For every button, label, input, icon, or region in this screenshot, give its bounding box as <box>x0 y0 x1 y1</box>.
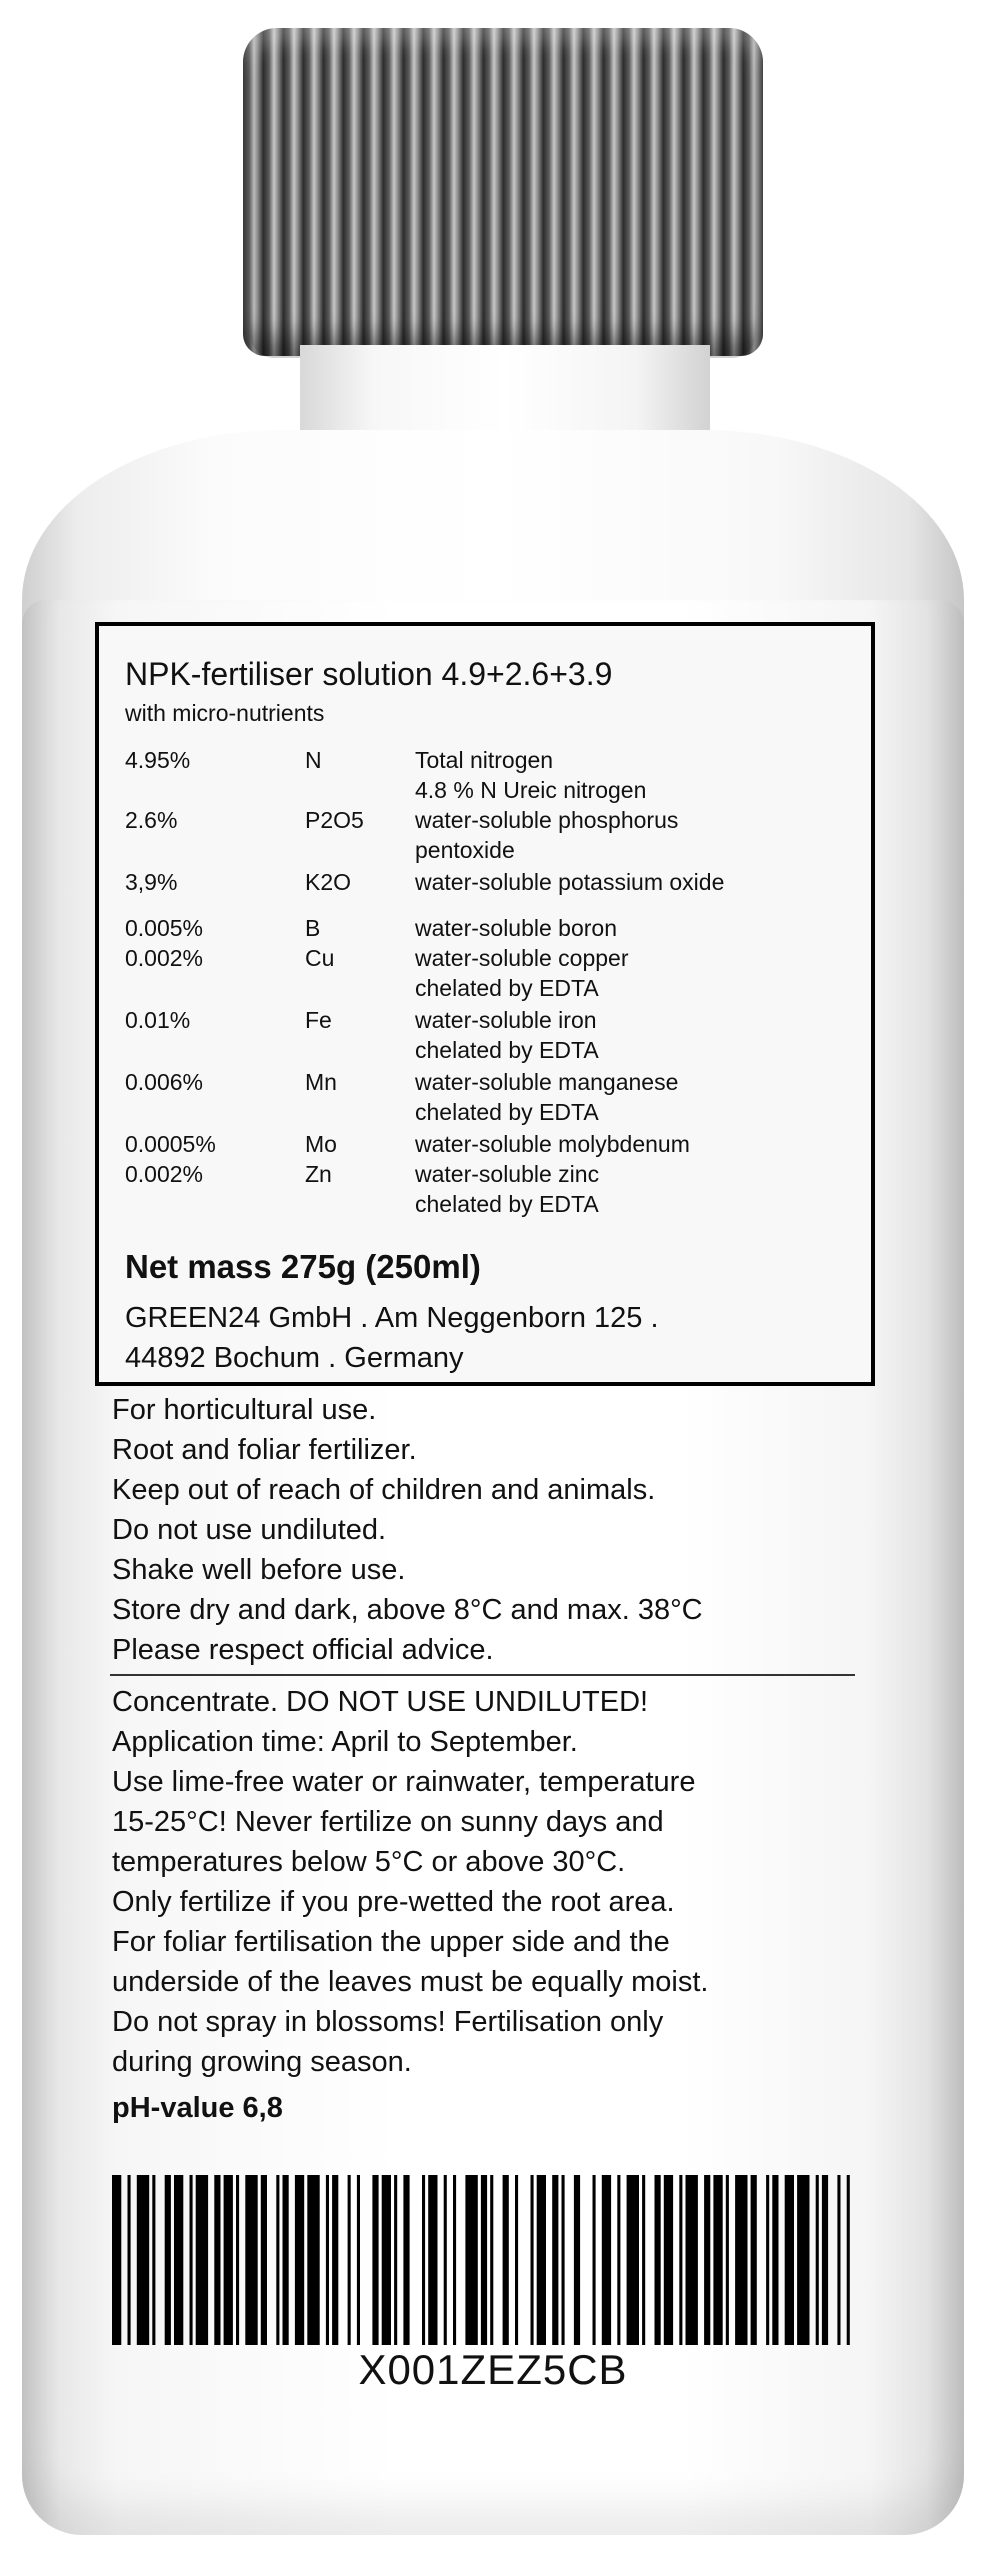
address-line-2: 44892 Bochum . Germany <box>125 1342 464 1374</box>
barcode-bar <box>713 2175 722 2345</box>
nutrient-desc: Total nitrogen <box>415 747 554 773</box>
instruction-line: Application time: April to September. <box>112 1726 578 1758</box>
address-line-1: GREEN24 GmbH . Am Neggenborn 125 . <box>125 1302 659 1334</box>
barcode-bar <box>112 2175 121 2345</box>
barcode-bar <box>332 2175 338 2345</box>
ph-value: pH-value 6,8 <box>112 2092 283 2124</box>
barcode-bar <box>552 2175 558 2345</box>
usage-line: Shake well before use. <box>112 1554 406 1586</box>
nutrient-desc: water-soluble iron <box>415 1007 597 1033</box>
barcode-bar <box>236 2175 239 2345</box>
barcode-bar <box>664 2175 673 2345</box>
nutrient-percent: 0.005% <box>125 915 204 941</box>
nutrient-desc-2: 4.8 % N Ureic nitrogen <box>415 777 647 803</box>
nutrient-desc-2: chelated by EDTA <box>415 1191 599 1217</box>
barcode-bar <box>537 2175 546 2345</box>
barcode-bar <box>152 2175 155 2345</box>
barcode-bar <box>174 2175 183 2345</box>
nutrient-desc: water-soluble boron <box>415 915 618 941</box>
barcode-bar <box>642 2175 645 2345</box>
bottle-cap <box>243 28 763 356</box>
section-divider <box>110 1674 855 1676</box>
nutrient-symbol: K2O <box>305 869 352 895</box>
product-subtitle: with micro-nutrients <box>125 700 325 726</box>
barcode-bar <box>190 2175 193 2345</box>
barcode-bar <box>686 2175 698 2345</box>
barcode-bar <box>326 2175 329 2345</box>
barcode-bar <box>655 2175 661 2345</box>
barcode-bar <box>726 2175 729 2345</box>
nutrient-desc: water-soluble zinc <box>415 1161 600 1187</box>
barcode-bar <box>245 2175 257 2345</box>
barcode-bar <box>283 2175 289 2345</box>
nutrient-percent: 0.002% <box>125 945 204 971</box>
barcode-bar <box>137 2175 149 2345</box>
barcode-bar <box>531 2175 534 2345</box>
barcode-bar <box>515 2175 518 2345</box>
usage-line: Store dry and dark, above 8°C and max. 38°C <box>112 1594 703 1626</box>
barcode-bar <box>165 2175 171 2345</box>
barcode-bar <box>772 2175 778 2345</box>
barcode-bar <box>627 2175 639 2345</box>
nutrient-symbol: P2O5 <box>305 807 364 833</box>
instruction-line: 15-25°C! Never fertilize on sunny days and <box>112 1806 664 1838</box>
barcode-bar <box>128 2175 131 2345</box>
barcode-bar <box>372 2175 378 2345</box>
barcode-bar <box>593 2175 596 2345</box>
nutrient-percent: 4.95% <box>125 747 191 773</box>
instruction-line: during growing season. <box>112 2046 412 2078</box>
nutrient-desc: water-soluble molybdenum <box>415 1131 690 1157</box>
product-title: NPK-fertiliser solution 4.9+2.6+3.9 <box>125 656 613 692</box>
nutrient-desc: water-soluble phosphorus <box>415 807 679 833</box>
nutrient-symbol: Mn <box>305 1069 337 1095</box>
barcode-bar <box>785 2175 794 2345</box>
barcode-bar <box>224 2175 233 2345</box>
net-mass: Net mass 275g (250ml) <box>125 1248 481 1285</box>
barcode-bar <box>574 2175 580 2345</box>
barcode-bar <box>797 2175 809 2345</box>
nutrient-percent: 0.01% <box>125 1007 191 1033</box>
barcode <box>112 2175 860 2345</box>
instruction-line: For foliar fertilisation the upper side and the <box>112 1926 670 1958</box>
barcode-bar <box>481 2175 487 2345</box>
nutrient-percent: 0.006% <box>125 1069 204 1095</box>
usage-line: Root and foliar fertilizer. <box>112 1434 417 1466</box>
barcode-bar <box>382 2175 391 2345</box>
nutrient-symbol: Cu <box>305 945 335 971</box>
barcode-bar <box>704 2175 710 2345</box>
nutrient-percent: 3,9% <box>125 869 178 895</box>
barcode-bar <box>307 2175 319 2345</box>
barcode-bar <box>422 2175 425 2345</box>
barcode-bar <box>453 2175 456 2345</box>
nutrient-percent: 2.6% <box>125 807 178 833</box>
barcode-bar <box>816 2175 819 2345</box>
nutrient-percent: 0.0005% <box>125 1131 216 1157</box>
nutrient-desc: water-soluble manganese <box>415 1069 679 1095</box>
instruction-line: underside of the leaves must be equally moist. <box>112 1966 709 1998</box>
usage-line: Do not use undiluted. <box>112 1514 387 1546</box>
instruction-line: Use lime-free water or rainwater, temperature <box>112 1766 696 1798</box>
barcode-bar <box>465 2175 477 2345</box>
barcode-bar <box>766 2175 769 2345</box>
barcode-bar <box>490 2175 493 2345</box>
barcode-bar <box>562 2175 565 2345</box>
nutrient-desc: water-soluble copper <box>415 945 629 971</box>
barcode-bar <box>348 2175 351 2345</box>
barcode-bar <box>751 2175 757 2345</box>
nutrient-desc-2: chelated by EDTA <box>415 1037 599 1063</box>
barcode-bar <box>357 2175 360 2345</box>
instruction-line: Only fertilize if you pre-wetted the root area. <box>112 1886 675 1918</box>
nutrient-desc-2: chelated by EDTA <box>415 1099 599 1125</box>
barcode-bar <box>428 2175 437 2345</box>
barcode-bar <box>295 2175 304 2345</box>
instruction-line: temperatures below 5°C or above 30°C. <box>112 1846 626 1878</box>
instruction-line: Do not spray in blossoms! Fertilisation only <box>112 2006 664 2038</box>
barcode-bar <box>602 2175 611 2345</box>
barcode-bar <box>617 2175 620 2345</box>
barcode-bar <box>847 2175 850 2345</box>
barcode-bar <box>837 2175 840 2345</box>
barcode-bar <box>196 2175 208 2345</box>
instruction-line: Concentrate. DO NOT USE UNDILUTED! <box>112 1686 649 1718</box>
usage-line: For horticultural use. <box>112 1394 377 1426</box>
nutrient-percent: 0.002% <box>125 1161 204 1187</box>
barcode-bar <box>679 2175 682 2345</box>
barcode-bar <box>444 2175 447 2345</box>
barcode-bar <box>735 2175 747 2345</box>
nutrient-desc: water-soluble potassium oxide <box>415 869 725 895</box>
usage-line: Keep out of reach of children and animals. <box>112 1474 656 1506</box>
nutrient-symbol: Zn <box>305 1161 332 1187</box>
nutrient-symbol: N <box>305 747 322 773</box>
nutrient-label-box <box>95 622 875 1386</box>
barcode-bar <box>214 2175 220 2345</box>
barcode-bar <box>822 2175 828 2345</box>
barcode-bar <box>276 2175 279 2345</box>
nutrient-symbol: Fe <box>305 1007 332 1033</box>
barcode-bar <box>403 2175 409 2345</box>
nutrient-symbol: B <box>305 915 321 941</box>
barcode-number: X001ZEZ5CB <box>358 2346 628 2393</box>
nutrient-symbol: Mo <box>305 1131 337 1157</box>
usage-line: Please respect official advice. <box>112 1634 494 1666</box>
barcode-bar <box>394 2175 397 2345</box>
barcode-bar <box>503 2175 509 2345</box>
barcode-bar <box>261 2175 267 2345</box>
nutrient-desc-2: chelated by EDTA <box>415 975 599 1001</box>
nutrient-desc-2: pentoxide <box>415 837 515 863</box>
